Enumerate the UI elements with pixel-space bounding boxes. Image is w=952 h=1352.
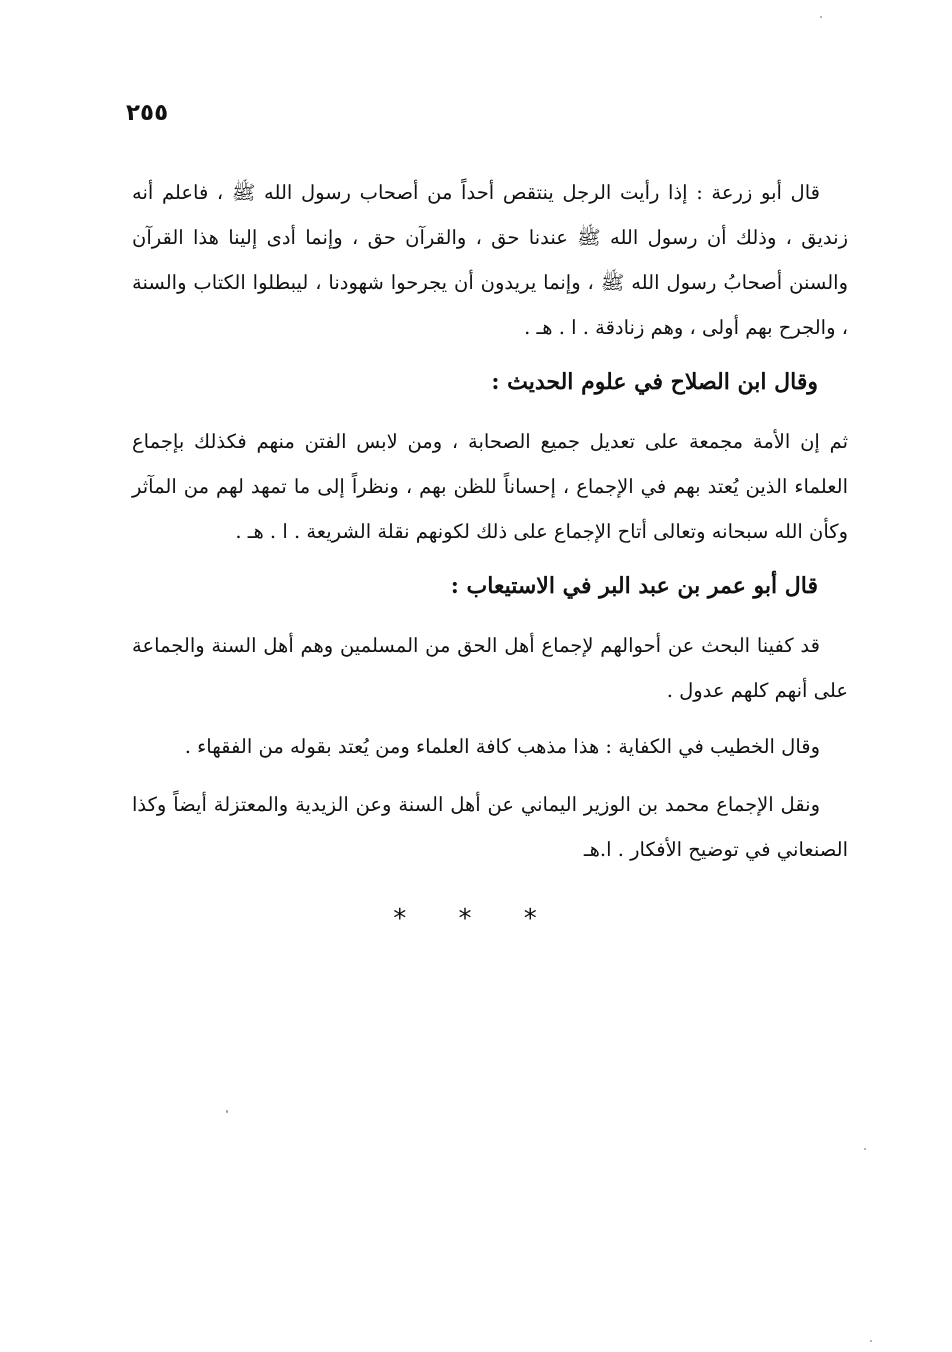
paragraph-ibn-abd-al-barr: قد كفينا البحث عن أحوالهم لإجماع أهل الحق من المسلمين وهم أهل السنة والجماعة على أنهم كلهم عدول .: [132, 634, 848, 702]
section-separator: * * *: [393, 904, 559, 934]
paragraph-al-khatib: وقال الخطيب في الكفاية : هذا مذهب كافة العلماء ومن يُعتد بقوله من الفقهاء .: [184, 735, 820, 758]
paragraph-ibn-al-wazir: ونقل الإجماع محمد بن الوزير اليماني عن أهل السنة وعن الزيدية والمعتزلة أيضاً وكذا الصنعاني في توضيح الأفكار . ا.هـ: [132, 793, 848, 861]
scan-speck: [226, 1110, 228, 1113]
scan-speck: [820, 16, 822, 18]
heading-ibn-salah: وقال ابن الصلاح في علوم الحديث :: [491, 369, 818, 395]
page-number: ٢٥٥: [126, 100, 169, 126]
paragraph-ibn-salah: ثم إن الأمة مجمعة على تعديل جميع الصحابة ، ومن لابس الفتن منهم فكذلك بإجماع العلماء الذين يُعتد بهم في الإجماع ، إحساناً للظن بهم ، ونظراً إلى ما تمهد لهم من المآثر وكأن الله سبحانه وتعالى أتاح الإجماع على ذلك لكونهم نقلة الشريعة . ا . هـ .: [132, 430, 848, 543]
scan-speck: [870, 1340, 872, 1342]
scan-speck: [864, 1148, 866, 1150]
heading-ibn-abd-al-barr: قال أبو عمر بن عبد البر في الاستيعاب :: [450, 573, 818, 599]
paragraph-abu-zurah: قال أبو زرعة : إذا رأيت الرجل ينتقص أحداً من أصحاب رسول الله ﷺ ، فاعلم أنه زنديق ، وذلك أن رسول الله ﷺ عندنا حق ، والقرآن حق ، وإنما أدى إلينا هذا القرآن والسنن أصحابُ رسول الله ﷺ ، وإنما يريدون أن يجرحوا شهودنا ، ليبطلوا الكتاب والسنة ، والجرح بهم أولى ، وهم زنادقة . ا . هـ .: [132, 181, 848, 339]
